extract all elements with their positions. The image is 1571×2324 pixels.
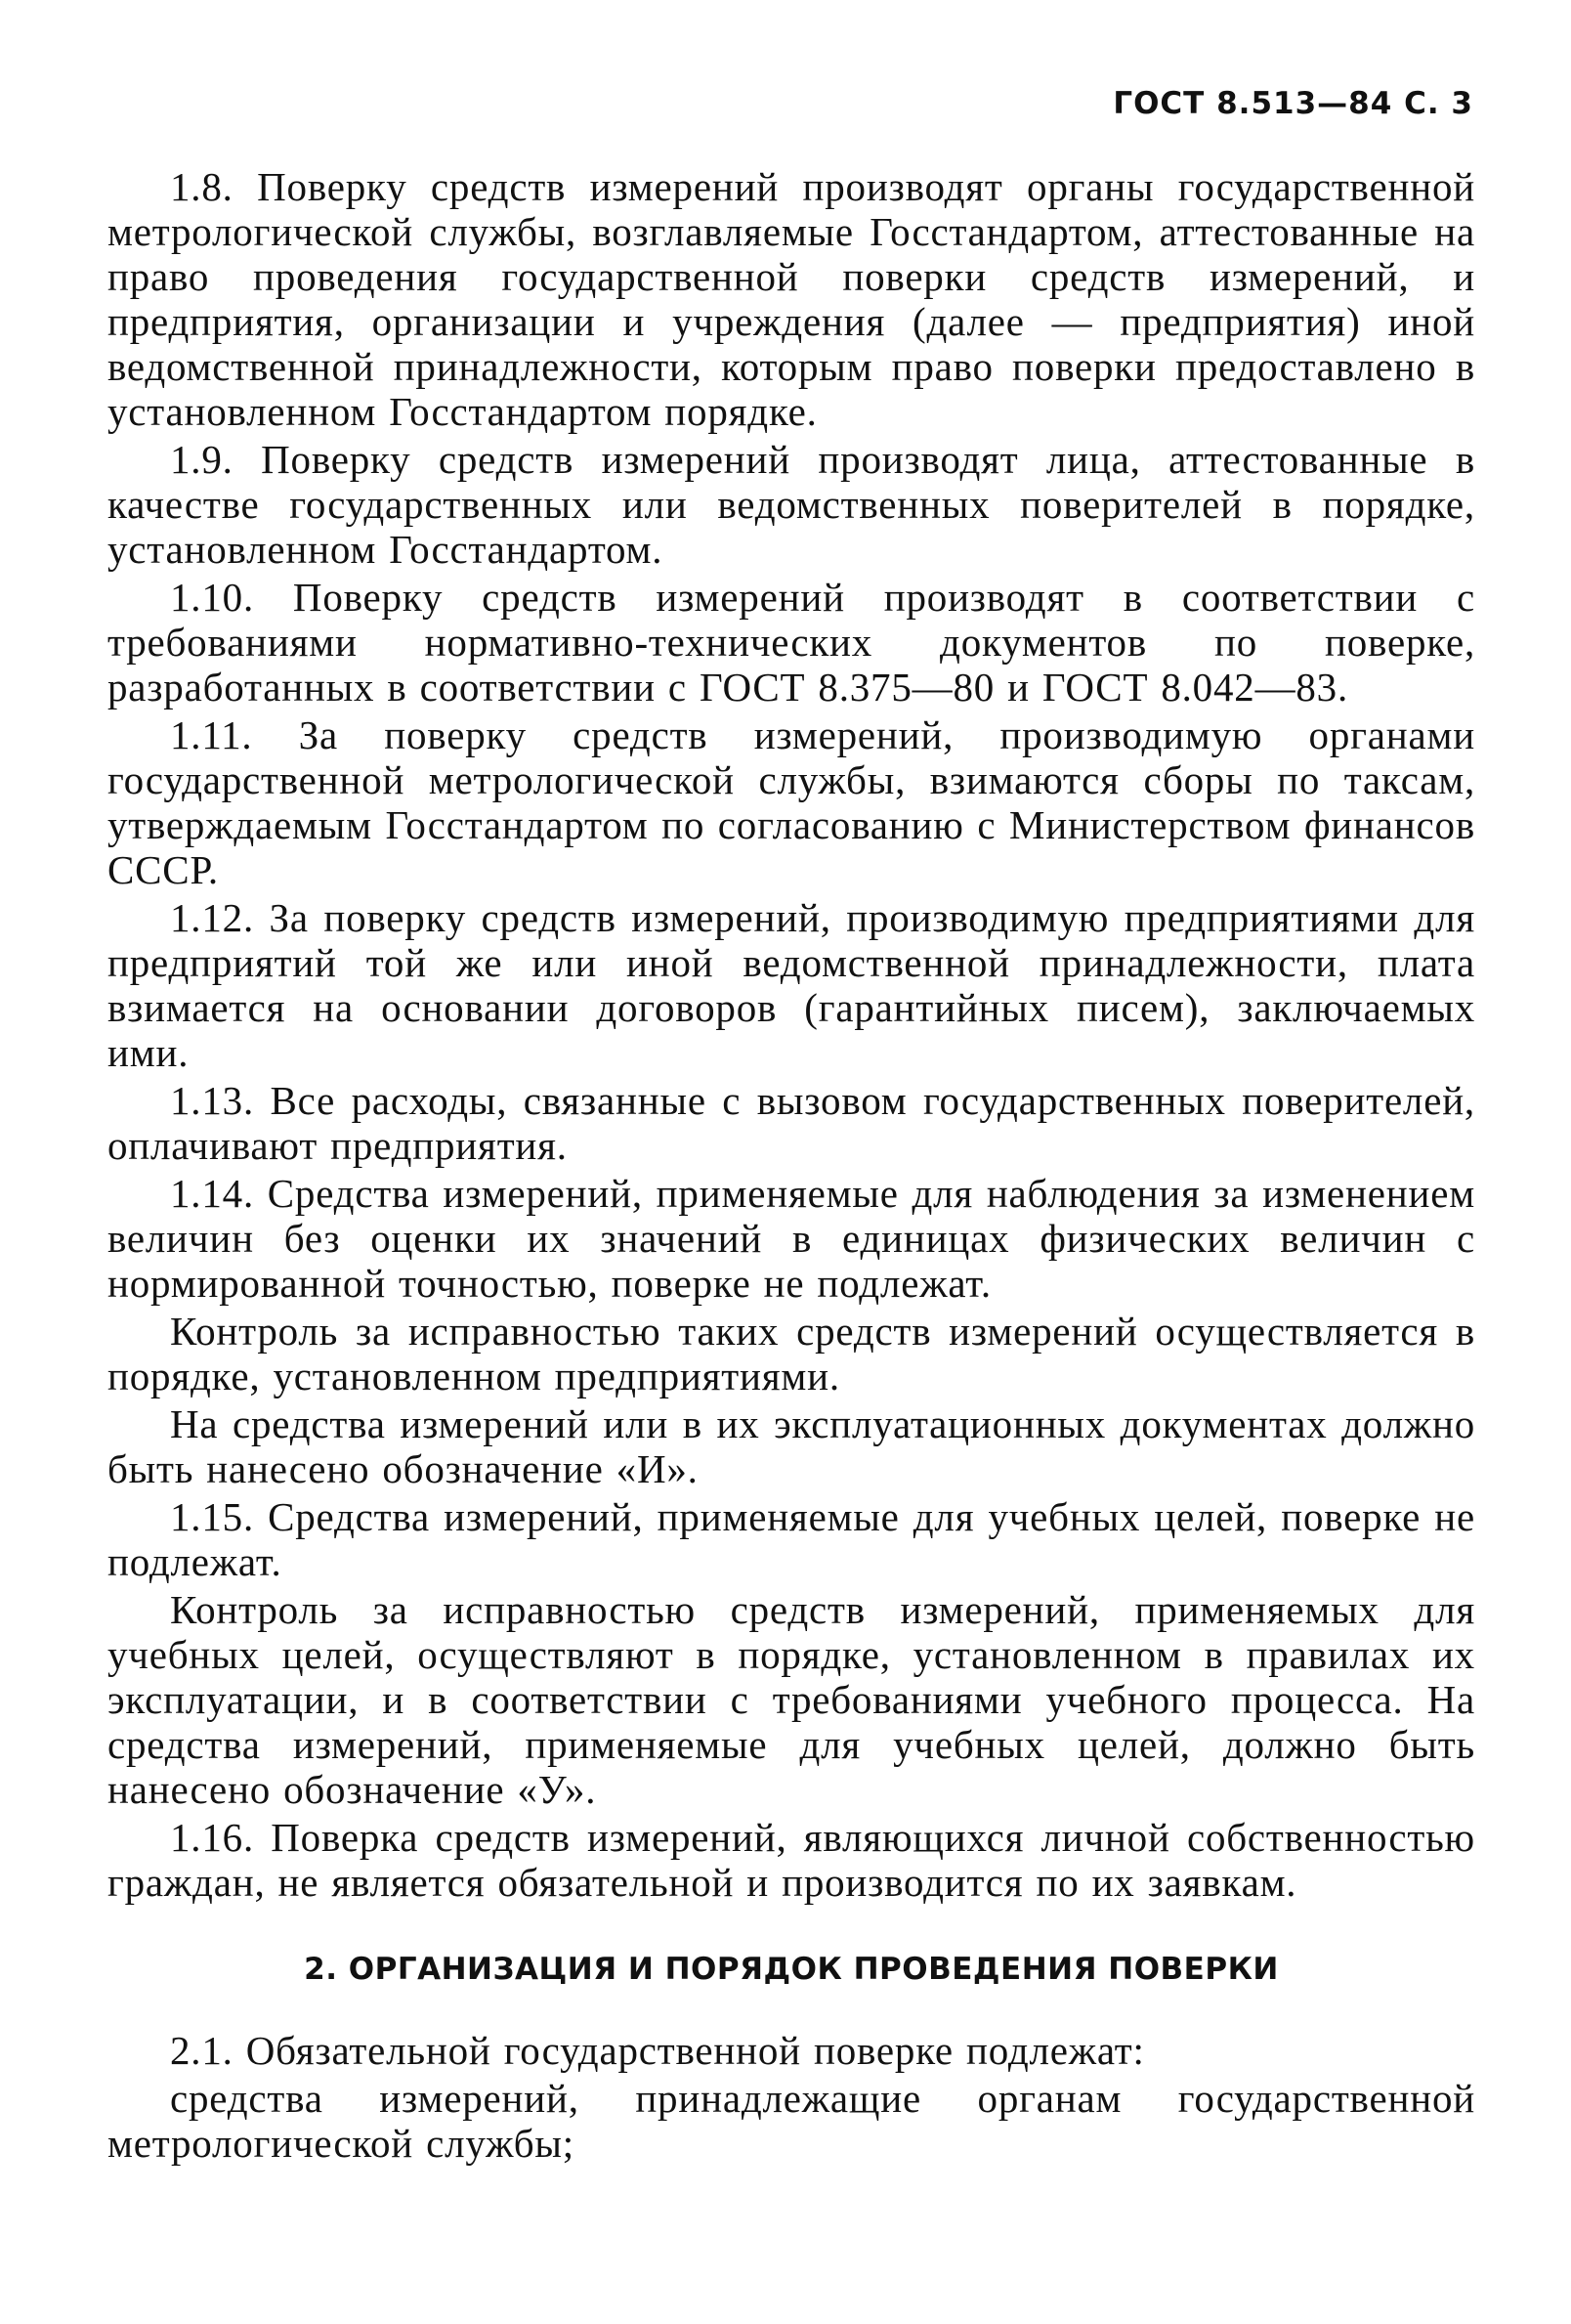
paragraph-2-1-item: средства измерений, принадлежащие органам государственной метрологической службы; (107, 2076, 1475, 2166)
paragraph-1-11: 1.11. За поверку средств измерений, производимую органами государственной метрологической службы, взимаются сборы по таксам, утверждаемым Госстандартом по согласованию с Министерством финансов СССР. (107, 712, 1475, 892)
paragraph-1-10: 1.10. Поверку средств измерений производят в соответствии с требованиями нормативно-технических документов по поверке, разработанных в соответствии с ГОСТ 8.375—80 и ГОСТ 8.042—83. (107, 575, 1475, 710)
paragraph-1-15: 1.15. Средства измерений, применяемые для учебных целей, поверке не подлежат. (107, 1494, 1475, 1584)
paragraph-1-8: 1.8. Поверку средств измерений производят органы государственной метрологической службы, возглавляемые Госстандартом, аттестованные на право проведения государственной поверки средств измерений, и предприятия, организации и учреждения (далее — предприятия) иной ведомственной принадлежности, которым право поверки предоставлено в установленном Госстандартом порядке. (107, 164, 1475, 434)
paragraph-1-9: 1.9. Поверку средств измерений производят лица, аттестованные в качестве государственных или ведомственных поверителей в порядке, установленном Госстандартом. (107, 437, 1475, 572)
paragraph-2-1: 2.1. Обязательной государственной поверке подлежат: (170, 2028, 1145, 2073)
section-heading: 2. ОРГАНИЗАЦИЯ И ПОРЯДОК ПРОВЕДЕНИЯ ПОВЕРКИ (304, 1952, 1279, 1987)
paragraph-1-16: 1.16. Поверка средств измерений, являющихся личной собственностью граждан, не является обязательной и производится по их заявкам. (107, 1815, 1475, 1905)
document-body (107, 164, 1475, 2166)
paragraph-1-12: 1.12. За поверку средств измерений, производимую предприятиями для предприятий той же или иной ведомственной принадлежности, плата взимается на основании договоров (гарантийных писем), заключаемых ими. (107, 895, 1475, 1075)
paragraph-1-14: 1.14. Средства измерений, применяемые для наблюдения за изменением величин без оценки их значений в единицах физических величин с нормированной точностью, поверке не подлежат. (107, 1171, 1475, 1306)
paragraph-1-14-control: Контроль за исправностью таких средств измерений осуществляется в порядке, установленном предприятиями. (107, 1309, 1475, 1399)
paragraph-1-14-marking: На средства измерений или в их эксплуатационных документах должно быть нанесено обозначение «И». (107, 1401, 1475, 1491)
paragraph-1-13: 1.13. Все расходы, связанные с вызовом государственных поверителей, оплачивают предприятия. (107, 1078, 1475, 1168)
page-header: ГОСТ 8.513—84 С. 3 (1113, 86, 1473, 121)
paragraph-1-15-control: Контроль за исправностью средств измерений, применяемых для учебных целей, осуществляют в порядке, установленном в правилах их эксплуатации, и в соответствии с требованиями учебного процесса. На средства измерений, применяемые для учебных целей, должно быть нанесено обозначение «У». (107, 1587, 1475, 1812)
